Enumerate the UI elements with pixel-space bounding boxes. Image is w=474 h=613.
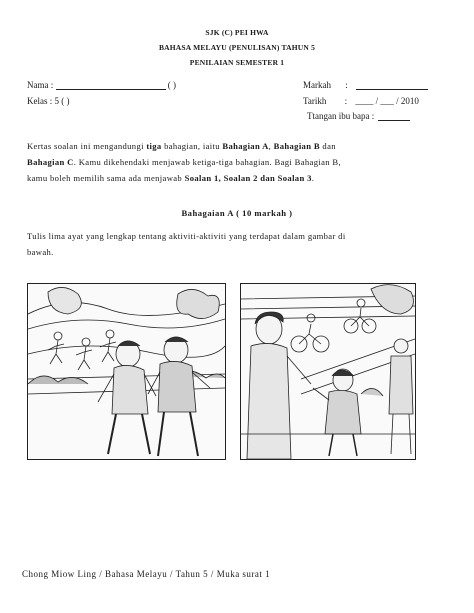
assessment-title: PENILAIAN SEMESTER 1 bbox=[189, 58, 285, 67]
page-footer: Chong Miow Ling / Bahasa Melayu / Tahun 5 / Muka surat 1 bbox=[22, 569, 271, 579]
intro-text: dan bbox=[319, 141, 336, 151]
nama-label: Nama : bbox=[27, 80, 54, 90]
picture-right bbox=[240, 283, 416, 460]
markah-line bbox=[356, 80, 428, 90]
instruction-line-2: bawah. bbox=[27, 247, 54, 257]
markah-label: Markah bbox=[303, 80, 331, 90]
nama-line bbox=[56, 80, 166, 90]
intro-paragraph bbox=[27, 138, 457, 186]
kelas-value: 5 ( ) bbox=[54, 96, 70, 106]
intro-text: bahagian, iaitu bbox=[161, 141, 223, 151]
ttangan-label: Ttangan ibu bapa : bbox=[307, 111, 375, 121]
tarikh-colon: : bbox=[344, 96, 348, 106]
section-a-instruction bbox=[27, 228, 457, 260]
ttangan-row bbox=[307, 111, 410, 121]
intro-bold: Bahagian B bbox=[273, 141, 320, 151]
tarikh-value: ____ / ___ / 2010 bbox=[355, 96, 419, 106]
school-name: SJK (C) PEI HWA bbox=[205, 28, 269, 37]
intro-line-3 bbox=[27, 170, 457, 186]
intro-bold: Soalan 1, Soalan 2 dan Soalan 3 bbox=[184, 173, 312, 183]
intro-text: kamu boleh memilih sama ada menjawab bbox=[27, 173, 185, 183]
ttangan-line bbox=[378, 111, 410, 121]
markah-colon: : bbox=[345, 80, 348, 90]
instruction-line-1: Tulis lima ayat yang lengkap tentang aktiviti-aktiviti yang terdapat dalam gambar di bbox=[27, 231, 346, 241]
kelas-row bbox=[27, 96, 70, 106]
subject-title: BAHASA MELAYU (PENULISAN) TAHUN 5 bbox=[158, 43, 316, 52]
intro-text: , bbox=[268, 141, 274, 151]
intro-line-1 bbox=[27, 138, 457, 154]
intro-bold: tiga bbox=[146, 141, 162, 151]
picture-left bbox=[27, 283, 226, 460]
park-running-illustration bbox=[28, 284, 225, 459]
intro-text: Kertas soalan ini mengandungi bbox=[27, 141, 147, 151]
intro-bold: Bahagian A bbox=[222, 141, 269, 151]
tarikh-label: Tarikh bbox=[303, 96, 327, 106]
kelas-label: Kelas : bbox=[27, 96, 53, 106]
nama-row bbox=[27, 80, 176, 90]
intro-text: . bbox=[311, 173, 315, 183]
intro-bold: Bahagian C bbox=[27, 157, 74, 167]
intro-line-2 bbox=[27, 154, 457, 170]
nama-paren: ( ) bbox=[167, 80, 176, 90]
section-a-title: Bahagaian A ( 10 markah ) bbox=[181, 208, 293, 218]
markah-row bbox=[303, 80, 428, 90]
intro-text: . Kamu dikehendaki menjawab ketiga-tiga bahagian. Bagi Bahagian B, bbox=[73, 157, 341, 167]
family-park-illustration bbox=[241, 284, 415, 459]
tarikh-row bbox=[303, 96, 419, 106]
